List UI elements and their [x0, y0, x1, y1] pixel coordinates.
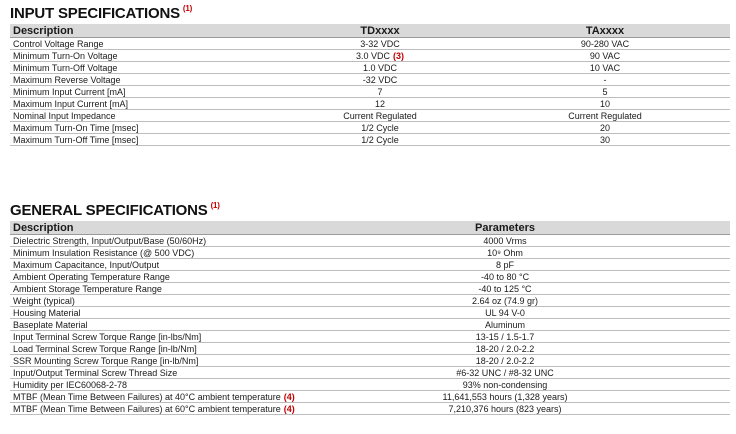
tdxxxx-value-text: 3-32 VDC — [360, 38, 400, 49]
row-description: Control Voltage Range — [10, 38, 280, 50]
row-taxxxx-value: 90-280 VAC — [480, 38, 730, 50]
row-taxxxx-value: 30 — [480, 134, 730, 146]
description-text: Input/Output Terminal Screw Thread Size — [13, 367, 178, 378]
row-parameter-value: -40 to 125 °C — [280, 283, 730, 295]
tdxxxx-value-text: -32 VDC — [362, 74, 398, 85]
table-row — [10, 86, 730, 98]
row-description — [10, 331, 280, 343]
table-row — [10, 319, 730, 331]
row-taxxxx-value: 10 — [480, 98, 730, 110]
row-taxxxx-value: - — [480, 74, 730, 86]
table-row — [10, 367, 730, 379]
description-text: Minimum Insulation Resistance (@ 500 VDC) — [13, 247, 195, 258]
row-parameter-value: 2.64 oz (74.9 gr) — [280, 295, 730, 307]
row-description — [10, 319, 280, 331]
table-row — [10, 283, 730, 295]
column-header-description: Description — [10, 24, 280, 38]
tdxxxx-value-text: 1.0 VDC — [362, 62, 397, 73]
tdxxxx-value-text: 1/2 Cycle — [361, 122, 399, 133]
tdxxxx-value-text: Current Regulated — [343, 110, 417, 121]
row-tdxxxx-value — [280, 98, 480, 110]
row-parameter-value: Aluminum — [280, 319, 730, 331]
tdxxxx-value-text: 7 — [377, 86, 383, 97]
row-description — [10, 343, 280, 355]
row-description — [10, 391, 295, 403]
column-header-parameters: Parameters — [280, 221, 730, 235]
column-header-description: Description — [10, 221, 280, 235]
input-specifications-note: (1) — [182, 4, 193, 13]
row-tdxxxx-value — [280, 74, 480, 86]
description-text: Housing Material — [13, 307, 81, 318]
description-text: Weight (typical) — [13, 295, 75, 306]
input-specifications-section — [10, 0, 730, 146]
row-tdxxxx-value — [280, 38, 480, 50]
input-specifications-title: INPUT SPECIFICATIONS — [10, 5, 180, 22]
table-row — [10, 391, 730, 403]
table-row — [10, 403, 730, 415]
row-taxxxx-value: 10 VAC — [480, 62, 730, 74]
row-parameter-value: 93% non-condensing — [280, 379, 730, 391]
general-specifications-table — [10, 221, 730, 415]
table-header-row — [10, 221, 730, 235]
row-description — [10, 295, 280, 307]
table-row — [10, 331, 730, 343]
general-specifications-heading — [10, 197, 730, 219]
description-text: MTBF (Mean Time Between Failures) at 40°C ambient temperature — [13, 391, 281, 402]
footnote-marker: (4) — [283, 403, 295, 414]
row-taxxxx-value: 20 — [480, 122, 730, 134]
row-description: Nominal Input Impedance — [10, 110, 280, 122]
table-row — [10, 343, 730, 355]
row-tdxxxx-value — [280, 62, 480, 74]
row-parameter-value: 10⁹ Ohm — [280, 247, 730, 259]
column-header-taxxxx: TAxxxx — [480, 24, 730, 38]
description-text: Maximum Capacitance, Input/Output — [13, 259, 160, 270]
table-row — [10, 50, 730, 62]
row-tdxxxx-value — [280, 122, 480, 134]
general-specifications-title: GENERAL SPECIFICATIONS — [10, 202, 208, 219]
table-row — [10, 38, 730, 50]
row-taxxxx-value: 5 — [480, 86, 730, 98]
description-text: SSR Mounting Screw Torque Range [in-lb/Nm] — [13, 355, 199, 366]
description-text: Load Terminal Screw Torque Range [in-lb/Nm] — [13, 343, 197, 354]
table-row — [10, 355, 730, 367]
row-parameter-value: -40 to 80 °C — [280, 271, 730, 283]
row-tdxxxx-value — [280, 86, 480, 98]
tdxxxx-value-text: 1/2 Cycle — [361, 134, 399, 145]
row-parameter-value: UL 94 V-0 — [280, 307, 730, 319]
description-text: Dielectric Strength, Input/Output/Base (50/60Hz) — [13, 235, 207, 246]
row-description: Maximum Turn-Off Time [msec] — [10, 134, 280, 146]
row-description — [10, 259, 280, 271]
table-row — [10, 134, 730, 146]
row-description — [10, 247, 280, 259]
row-description — [10, 403, 295, 415]
row-parameter-value: 7,210,376 hours (823 years) — [280, 403, 730, 415]
description-text: Ambient Operating Temperature Range — [13, 271, 170, 282]
table-header-row — [10, 24, 730, 38]
row-taxxxx-value: Current Regulated — [480, 110, 730, 122]
row-parameter-value: #6-32 UNC / #8-32 UNC — [280, 367, 730, 379]
table-row — [10, 98, 730, 110]
column-header-tdxxxx: TDxxxx — [280, 24, 480, 38]
row-description: Minimum Turn-Off Voltage — [10, 62, 280, 74]
tdxxxx-value-text: 3.0 VDC — [355, 50, 390, 61]
table-row — [10, 235, 730, 247]
row-description: Maximum Turn-On Time [msec] — [10, 122, 280, 134]
row-description — [10, 367, 280, 379]
row-tdxxxx-value — [280, 110, 480, 122]
row-parameter-value: 8 pF — [280, 259, 730, 271]
row-taxxxx-value: 90 VAC — [480, 50, 730, 62]
table-row — [10, 379, 730, 391]
description-text: Baseplate Material — [13, 319, 88, 330]
row-description — [10, 271, 280, 283]
row-parameter-value: 18-20 / 2.0-2.2 — [280, 343, 730, 355]
table-row — [10, 74, 730, 86]
row-description — [10, 283, 280, 295]
footnote-marker: (4) — [283, 391, 295, 402]
row-description — [10, 355, 280, 367]
row-description — [10, 379, 280, 391]
table-row — [10, 295, 730, 307]
row-parameter-value: 4000 Vrms — [280, 235, 730, 247]
table-row — [10, 110, 730, 122]
description-text: Humidity per IEC60068-2-78 — [13, 379, 128, 390]
row-description — [10, 307, 280, 319]
description-text: Input Terminal Screw Torque Range [in-lbs/Nm] — [13, 331, 202, 342]
footnote-marker: (3) — [393, 50, 404, 61]
row-description: Maximum Reverse Voltage — [10, 74, 280, 86]
row-description: Minimum Input Current [mA] — [10, 86, 280, 98]
description-text: Ambient Storage Temperature Range — [13, 283, 162, 294]
input-specifications-heading — [10, 0, 730, 22]
table-row — [10, 122, 730, 134]
table-row — [10, 271, 730, 283]
row-parameter-value: 11,641,553 hours (1,328 years) — [280, 391, 730, 403]
row-description — [10, 235, 280, 247]
row-tdxxxx-value — [280, 134, 480, 146]
row-parameter-value: 13-15 / 1.5-1.7 — [280, 331, 730, 343]
table-row — [10, 62, 730, 74]
general-specifications-section — [10, 197, 730, 415]
general-specifications-note: (1) — [210, 201, 220, 210]
table-row — [10, 259, 730, 271]
tdxxxx-value-text: 12 — [374, 98, 385, 109]
row-tdxxxx-value — [280, 50, 480, 62]
description-text: MTBF (Mean Time Between Failures) at 60°C ambient temperature — [13, 403, 281, 414]
table-row — [10, 307, 730, 319]
row-description: Minimum Turn-On Voltage — [10, 50, 280, 62]
row-description: Maximum Input Current [mA] — [10, 98, 280, 110]
row-parameter-value: 18-20 / 2.0-2.2 — [280, 355, 730, 367]
input-specifications-table — [10, 24, 730, 146]
table-row — [10, 247, 730, 259]
